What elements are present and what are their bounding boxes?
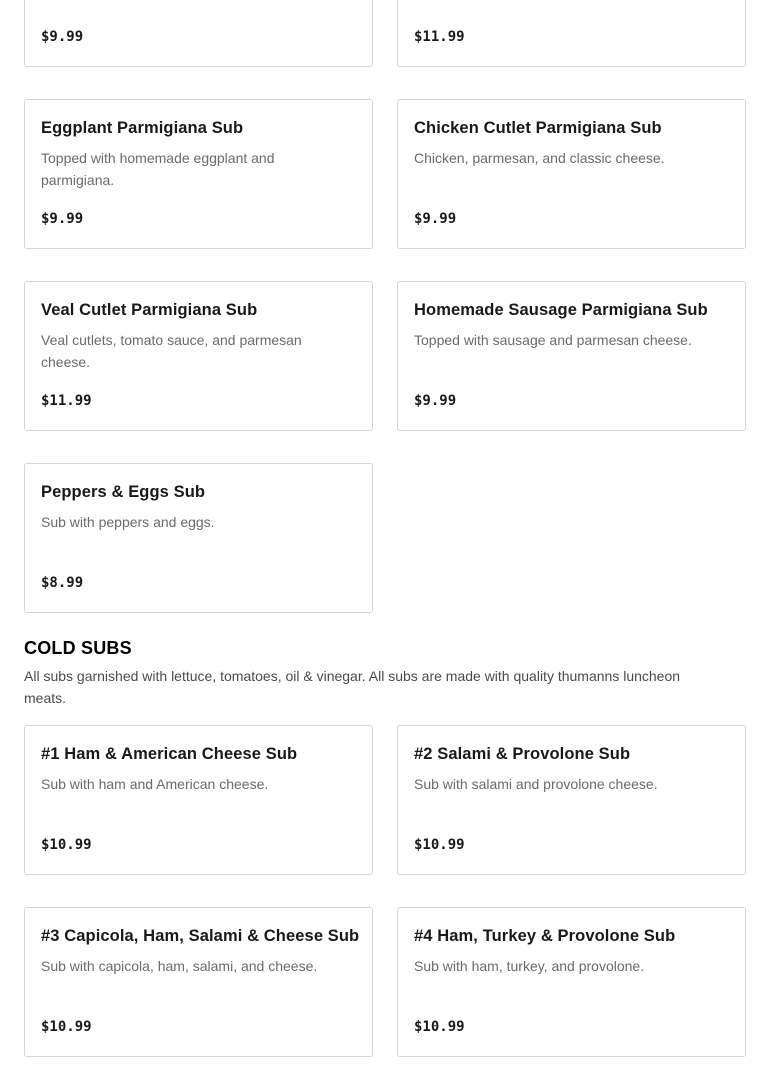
menu-item-name: Veal Cutlet Parmigiana Sub (41, 301, 258, 319)
menu-item-price: $11.99 (414, 29, 465, 45)
menu-item-price: $9.99 (41, 29, 84, 45)
menu-item-card[interactable] (24, 99, 373, 249)
menu-item-price: $10.99 (414, 837, 465, 853)
menu-item-name: #1 Ham & American Cheese Sub (41, 745, 298, 763)
section-title: COLD SUBS (24, 638, 132, 658)
menu-item-price: $9.99 (414, 393, 457, 409)
menu-item-description: Sub with peppers and eggs. (41, 514, 215, 530)
menu-item-description: Sub with capicola, ham, salami, and cheese. (41, 958, 318, 974)
menu-item-card[interactable] (397, 99, 746, 249)
menu-item-price: $11.99 (41, 393, 92, 409)
menu-item-description: Sub with ham and American cheese. (41, 776, 269, 792)
menu-item-name: #2 Salami & Provolone Sub (414, 745, 631, 763)
menu-item-card[interactable] (397, 725, 746, 875)
menu-item-price: $10.99 (41, 1019, 92, 1035)
menu-item-card[interactable] (24, 281, 373, 431)
menu-item-card[interactable] (24, 725, 373, 875)
menu-item-description: Sub with ham, turkey, and provolone. (414, 958, 645, 974)
menu-item-name: Chicken Cutlet Parmigiana Sub (414, 119, 662, 137)
menu-item-card[interactable] (24, 0, 373, 67)
menu-item-name: Homemade Sausage Parmigiana Sub (414, 301, 708, 319)
menu-item-price: $10.99 (414, 1019, 465, 1035)
section-description: All subs garnished with lettuce, tomatoes, oil & vinegar. All subs are made with quality thumanns luncheon meats. (24, 668, 681, 706)
menu-item-description: Topped with homemade eggplant and parmigiana. (41, 150, 275, 188)
menu-item-price: $9.99 (414, 211, 457, 227)
menu-item-name: #3 Capicola, Ham, Salami & Cheese Sub (41, 927, 360, 945)
menu-item-price: $8.99 (41, 575, 84, 591)
menu-item-card[interactable] (24, 463, 373, 613)
menu-item-price: $10.99 (41, 837, 92, 853)
menu-item-card[interactable] (397, 281, 746, 431)
menu-item-description: Sub with salami and provolone cheese. (414, 776, 658, 792)
menu-item-card[interactable] (397, 0, 746, 67)
menu-item-description: Veal cutlets, tomato sauce, and parmesan cheese. (41, 332, 302, 370)
menu-item-name: Eggplant Parmigiana Sub (41, 119, 244, 137)
menu-item-description: Topped with sausage and parmesan cheese. (414, 332, 692, 348)
menu-item-name: #4 Ham, Turkey & Provolone Sub (414, 927, 676, 945)
menu-item-description: Chicken, parmesan, and classic cheese. (414, 150, 665, 166)
menu-item-card[interactable] (24, 907, 373, 1057)
menu-item-name: Peppers & Eggs Sub (41, 483, 206, 501)
menu-item-card[interactable] (397, 907, 746, 1057)
menu-item-price: $9.99 (41, 211, 84, 227)
